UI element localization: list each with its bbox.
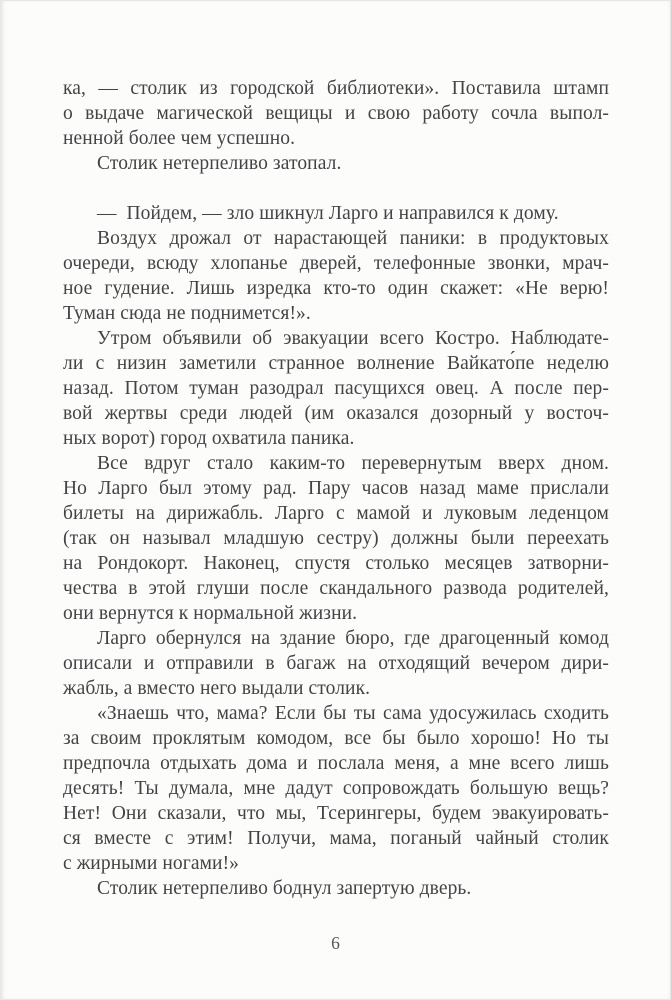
text-line: Столик нетерпеливо боднул запертую дверь. [97,878,472,899]
text-line: вой жертвы среди людей (им оказался дозорный у восточ- [63,403,609,424]
paragraph [63,201,609,226]
text-line: описали и отправили в багаж на отходящий вечером дири- [63,653,609,674]
paragraph [63,451,609,626]
text-line: билеты на дирижабль. Ларго с мамой и луковым леденцом [63,503,609,524]
text-line: ли с низин заметили странное волнение Вайкато́пе неделю [63,353,609,374]
text-line: Столик нетерпеливо затопал. [97,153,342,174]
text-line: — Пойдем, — зло шикнул Ларго и направился к дому. [97,203,559,224]
text-line: Туман сюда не поднимется!». [63,303,311,324]
text-line: предпочла отдыхать дома и послала меня, а мне всего лишь [63,753,609,774]
text-line: с жирными ногами!» [63,853,240,874]
paragraph [63,76,609,151]
text-line: очереди, всюду хлопанье дверей, телефонные звонки, мрач- [63,253,609,274]
text-line: Все вдруг стало каким-то перевернутым вверх дном. [97,453,609,474]
paragraph [63,326,609,451]
text-line: за своим проклятым комодом, все бы было хорошо! Но ты [63,728,609,749]
text-line: «Знаешь что, мама? Если бы ты сама удосужилась сходить [97,703,609,724]
text-line: Но Ларго был этому рад. Пару часов назад маме прислали [63,478,609,499]
text-line: чества в этой глуши после скандального развода родителей, [63,578,609,599]
page-number: 6 [331,933,340,953]
text-line: ных ворот) город охватила паника. [63,428,355,449]
text-line: на Рондокорт. Наконец, спустя столько месяцев затворни- [63,553,609,574]
text-line: Нет! Они сказали, что мы, Тсерингеры, будем эвакуировать- [63,803,609,824]
paragraph [63,876,609,901]
text-line: ное гудение. Лишь изредка кто-то один скажет: «Не верю! [63,278,609,299]
text-line: десять! Ты думала, мне дадут сопровождать большую вещь? [63,778,609,799]
text-line: ся вместе с этим! Получи, мама, поганый чайный столик [63,828,609,849]
body-text [63,76,609,901]
text-line: Утром объявили об эвакуации всего Костро. Наблюдате- [97,328,609,349]
text-line: жабль, а вместо него выдали столик. [63,678,371,699]
text-line: ненной более чем успешно. [63,128,296,149]
text-line: назад. Потом туман разодрал пасущихся овец. А после пер- [63,378,609,399]
text-line: Ларго обернулся на здание бюро, где драгоценный комод [97,628,609,649]
paragraph [63,701,609,876]
text-line: о выдаче магической вещицы и свою работу сочла выпол- [63,103,609,124]
paragraph [63,226,609,326]
paragraph [63,626,609,701]
text-line: они вернутся к нормальной жизни. [63,603,358,624]
paragraph [63,151,609,176]
text-line: (так он называл младшую сестру) должны были переехать [63,528,609,549]
text-line: ка, — столик из городской библиотеки». Поставила штамп [63,78,609,99]
text-line: Воздух дрожал от нарастающей паники: в продуктовых [97,228,609,249]
